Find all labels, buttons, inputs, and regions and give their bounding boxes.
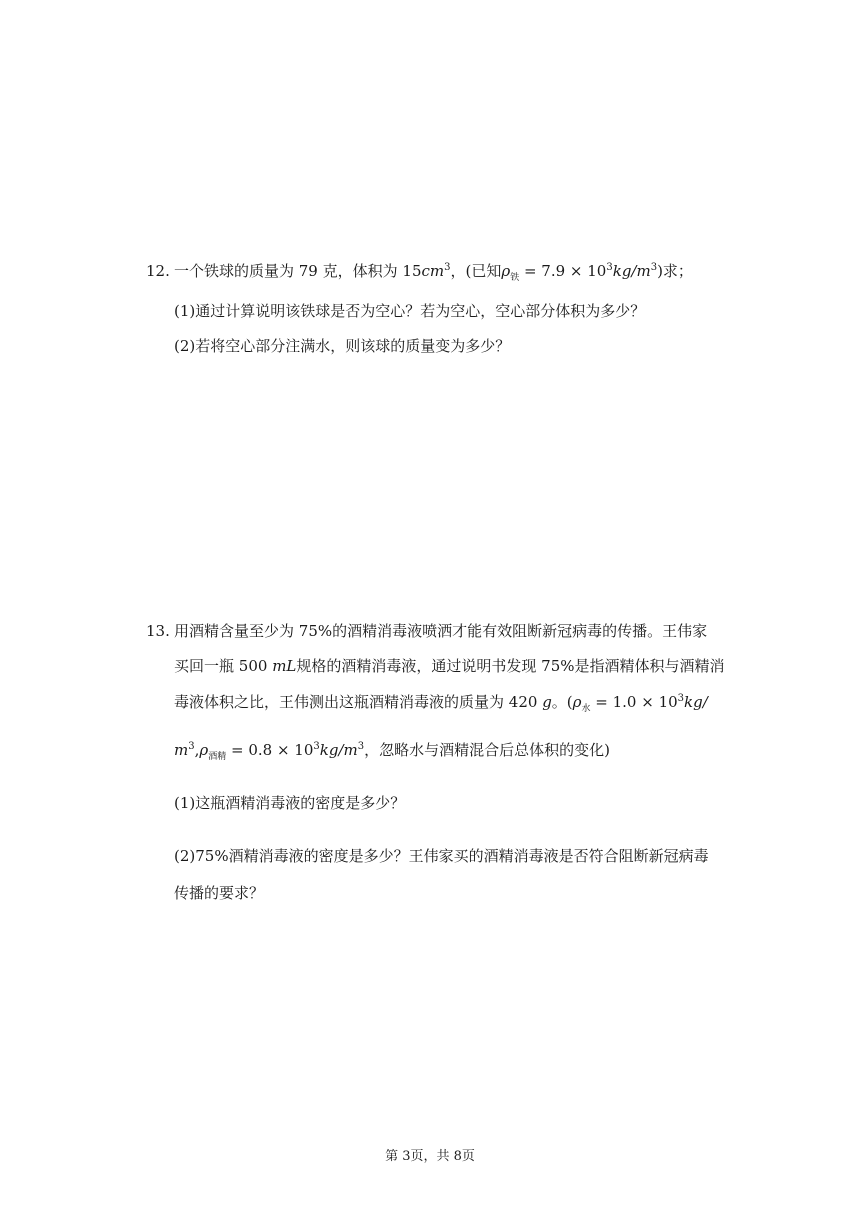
q12-density-exponent: 3 xyxy=(606,262,613,273)
question-12-part-1: (1)通过计算说明该铁球是否为空心？若为空心，空心部分体积为多少？ xyxy=(174,302,646,320)
question-13-part-1: (1)这瓶酒精消毒液的密度是多少？ xyxy=(174,794,406,812)
q12-volume-unit: cm xyxy=(421,262,445,280)
q13-line2-volume: 500 xyxy=(238,657,273,675)
q12-density-unit-exponent: 3 xyxy=(650,262,658,273)
q13-rho-water-subscript: 水 xyxy=(581,704,591,714)
q13-line1-text-a: 用酒精含量至少为 xyxy=(174,622,299,640)
question-13-line-2 xyxy=(174,656,725,676)
question-13-number: 13. xyxy=(146,622,170,640)
q12-volume-number: 15 xyxy=(402,262,422,280)
q13-line4-m: m xyxy=(174,741,189,759)
q13-line2-text-c: 是指酒精体积与酒精消 xyxy=(574,657,725,675)
q12-stem-text2: ，(已知 xyxy=(450,262,502,280)
q12-rho-subscript: 铁 xyxy=(510,273,520,283)
q13-line2-text-a: 买回一瓶 xyxy=(174,657,239,675)
q13-line4-m-exponent: 3 xyxy=(188,741,195,752)
q12-stem-text3: )求； xyxy=(657,262,693,280)
q13-line2-text-b: 规格的酒精消毒液，通过说明书发现 xyxy=(296,657,542,675)
q13-line4-comma: , xyxy=(194,741,200,759)
question-12-stem xyxy=(174,261,693,281)
question-13-part-2-line-1: (2)75%酒精消毒液的密度是多少？王伟家买的酒精消毒液是否符合阻断新冠病毒 xyxy=(174,847,709,865)
q13-rho-water-symbol: ρ xyxy=(572,693,582,711)
q13-rho-alcohol-unit: kg/m xyxy=(319,741,358,759)
q13-line2-unit: mL xyxy=(272,657,297,675)
q12-density-unit: kg/m xyxy=(612,262,651,280)
question-12-number: 12. xyxy=(146,262,170,280)
q12-rho-symbol: ρ xyxy=(501,262,511,280)
page-footer: 第 3页，共 8页 xyxy=(385,1149,475,1164)
q13-rho-alcohol-unit-exponent: 3 xyxy=(357,741,365,752)
q13-line1-percent: 75% xyxy=(298,622,333,640)
question-13-line-1 xyxy=(174,621,707,641)
q12-density-value: = 7.9 × 10 xyxy=(519,262,607,280)
q12-stem-text1: 一个铁球的质量为 79 克，体积为 xyxy=(174,262,403,280)
question-13-line-3 xyxy=(174,692,708,712)
q13-rho-water-unit: kg/ xyxy=(684,693,708,711)
q13-rho-water-exponent: 3 xyxy=(677,693,685,704)
q13-line2-percent: 75% xyxy=(541,657,575,675)
question-13-part-2-line-2: 传播的要求？ xyxy=(174,884,265,902)
q13-line3-text-b: 。( xyxy=(551,693,573,711)
q13-line1-text-b: 的酒精消毒液喷洒才能有效阻断新冠病毒的传播。王伟家 xyxy=(332,622,708,640)
q12-volume-exponent: 3 xyxy=(444,262,451,273)
question-12-part-2: (2)若将空心部分注满水，则该球的质量变为多少？ xyxy=(174,337,511,355)
q13-line4-text-b: ，忽略水与酒精混合后总体积的变化) xyxy=(364,741,610,759)
q13-rho-water-value: = 1.0 × 10 xyxy=(590,693,678,711)
q13-line3-text-a: 毒液体积之比，王伟测出这瓶酒精消毒液的质量为 xyxy=(174,693,509,711)
q13-rho-alcohol-subscript: 酒精 xyxy=(208,752,227,762)
q13-line3-unit: g xyxy=(542,693,552,711)
q13-line3-mass: 420 xyxy=(508,693,543,711)
question-13-line-4 xyxy=(174,740,610,760)
q13-rho-alcohol-exponent: 3 xyxy=(313,741,320,752)
q13-rho-alcohol-symbol: ρ xyxy=(199,741,209,759)
q13-rho-alcohol-value: = 0.8 × 10 xyxy=(226,741,314,759)
